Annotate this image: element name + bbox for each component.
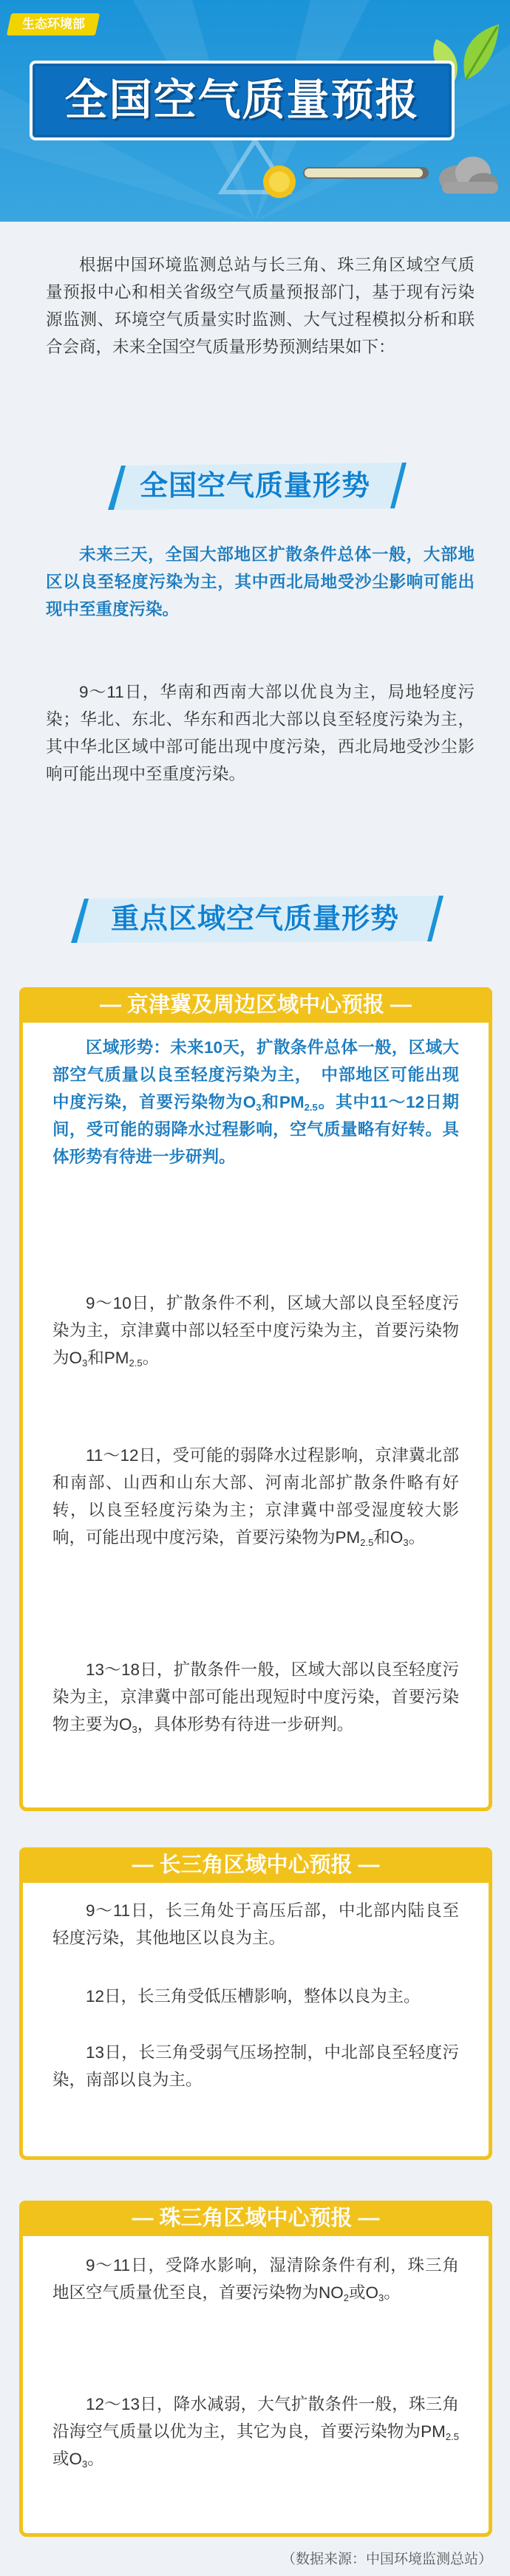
- jjj-summary-part: 和PM: [261, 1093, 305, 1111]
- subscript: 2.5: [304, 1102, 318, 1113]
- subscript: 2: [343, 2292, 349, 2303]
- prd-p1-part: 9～11日，受降水影响，湿清除条件有利，珠三角地区空气质量优至良，首要污染物为NO: [52, 2256, 459, 2302]
- jjj-p1-part: 和PM: [87, 1349, 129, 1367]
- jjj-p3-part: ，具体形势有待进一步研判。: [137, 1715, 354, 1734]
- prd-panel: [19, 2201, 492, 2537]
- national-detail: 9～11日，华南和西南大部以优良为主，局地轻度污染；华北、东北、华东和西北大部以良至轻度污染为主，其中华北区域中部可能出现中度污染，西北局地受沙尘影响可能出现中至重度污染。: [46, 683, 475, 783]
- intro-paragraph: 根据中国环境监测总站与长三角、珠三角区域空气质量预报中心和相关省级空气质量预报部门，基于现有污染源监测、环境空气质量实时监测、大气过程模拟分析和联合会商，未来全国空气质量形势预测结果如下：: [46, 256, 475, 356]
- data-source-note: （数据来源：中国环境监测总站）: [281, 2552, 492, 2567]
- jjj-summary-part: 区域形势：未来10天，扩散条件总体一般，区域大部空气质量以良至轻度污染为主， 中部地区可能出现中度污染，首要污染物为O: [52, 1038, 459, 1111]
- jjj-summary: [52, 1034, 459, 1171]
- regional-heading-label: 重点区域空气质量形势: [110, 904, 399, 935]
- jjj-panel-title: — 京津冀及周边区域中心预报 —: [19, 987, 492, 1023]
- prd-p2-part: 12～13日，降水减弱，大气扩散条件一般，珠三角沿海空气质量以优为主，其它为良，首要污染物为PM: [52, 2395, 459, 2441]
- yrd-paragraph-1: 9～11日，长三角处于高压后部，中北部内陆良至轻度污染，其他地区以良为主。: [52, 1901, 459, 1947]
- regional-section-heading: [67, 894, 443, 944]
- pollution-scale-fill: [305, 168, 423, 177]
- subscript: 3: [132, 1724, 137, 1735]
- national-summary: 未来三天，全国大部地区扩散条件总体一般，大部地区以良至轻度污染为主，其中西北局地受沙尘影响可能出现中至重度污染。: [46, 545, 475, 619]
- page-title: 全国空气质量预报: [64, 76, 420, 124]
- category-badge-label: 生态环境部: [21, 17, 85, 31]
- yrd-paragraph-2: 12日，长三角受低压槽影响，整体以良为主。: [86, 1987, 421, 2006]
- yrd-panel: [19, 1847, 492, 2160]
- subscript: 3: [82, 2459, 88, 2470]
- subscript: 2.5: [360, 1537, 374, 1548]
- prd-p1-part: 。: [384, 2283, 401, 2302]
- yrd-paragraph-3: 13日，长三角受弱气压场控制，中北部良至轻度污染，南部以良为主。: [52, 2043, 459, 2089]
- sun-icon: [244, 155, 303, 207]
- jjj-p1-part: 9～10日，扩散条件不利，区域大部以良至轻度污染为主，京津冀中部以轻至中度污染为主，首要污染物为O: [52, 1294, 459, 1367]
- jjj-p1-part: 。: [142, 1349, 160, 1367]
- jjj-paragraph-2: [52, 1442, 459, 1551]
- yrd-panel-title: — 长三角区域中心预报 —: [19, 1847, 492, 1883]
- jjj-p2-part: 。: [408, 1528, 426, 1547]
- subscript: 3: [82, 1357, 88, 1369]
- jjj-p2-part: 和O: [373, 1528, 404, 1547]
- jjj-paragraph-3: [52, 1656, 459, 1738]
- jjj-p3-part: 13～18日，扩散条件一般，区域大部以良至轻度污染为主，京津冀中部可能出现短时中度污染，首要污染物主要为O: [52, 1660, 459, 1734]
- cloud-icon: [427, 148, 501, 200]
- prd-paragraph-2: [52, 2391, 459, 2473]
- jjj-paragraph-1: [52, 1289, 459, 1372]
- subscript: 3: [256, 1102, 262, 1113]
- prd-p1-part: 或O: [349, 2283, 379, 2302]
- national-heading-label: 全国空气质量形势: [139, 471, 370, 502]
- subscript: 2.5: [129, 1357, 143, 1369]
- header-banner: [0, 0, 510, 222]
- subscript: 3: [378, 2292, 384, 2303]
- prd-p2-part: 或O: [52, 2450, 83, 2468]
- jjj-panel: [19, 987, 492, 1811]
- subscript: 3: [403, 1537, 409, 1548]
- prd-paragraph-1: [52, 2252, 459, 2306]
- national-section-heading: [103, 461, 407, 511]
- subscript: 2.5: [445, 2431, 459, 2442]
- category-badge: [7, 13, 100, 35]
- jjj-p2-part: 11～12日，受可能的弱降水过程影响，京津冀北部和南部、山西和山东大部、河南北部扩散条件略有好转，以良至轻度污染为主；京津冀中部受湿度较大影响，可能出现中度污染，首要污染物为PM: [52, 1446, 459, 1547]
- jjj-summary-part: 。其中11～12日期间，受可能的弱降水过程影响，空气质量略有好转。具体形势有待进一步研判。: [52, 1093, 459, 1166]
- prd-panel-title: — 珠三角区域中心预报 —: [19, 2201, 492, 2236]
- prd-p2-part: 。: [87, 2450, 104, 2468]
